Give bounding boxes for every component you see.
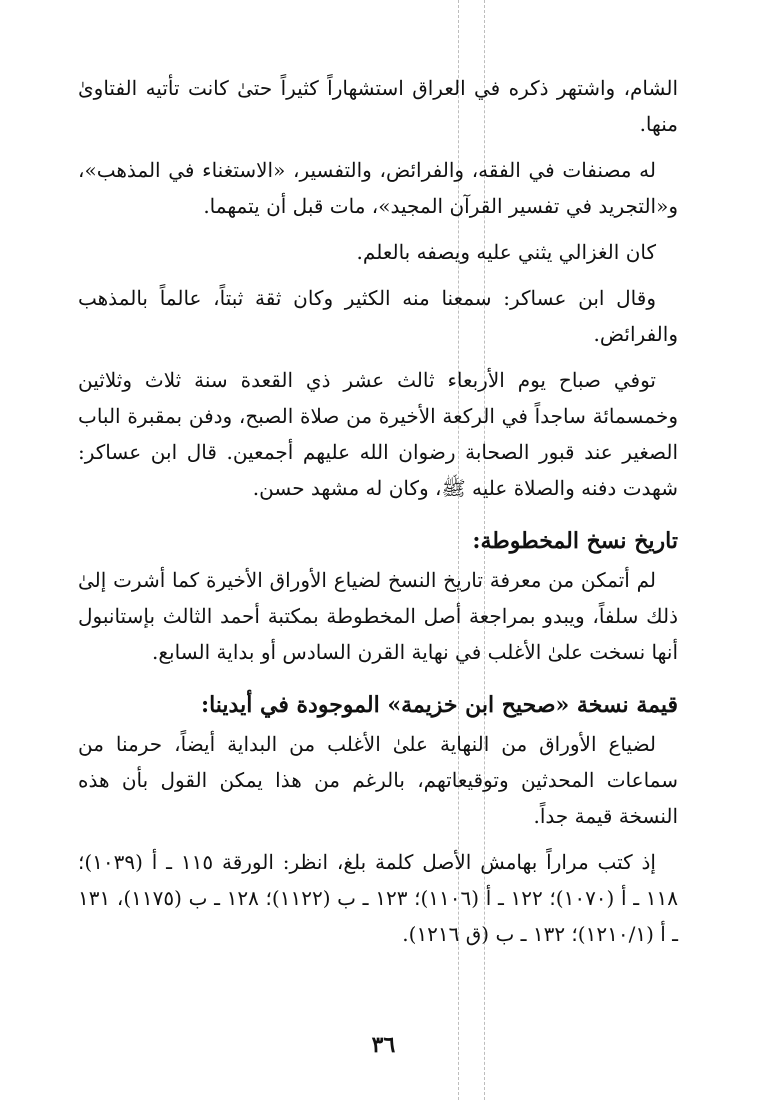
paragraph-ibn-asakir: وقال ابن عساكر: سمعنا منه الكثير وكان ثقة ثبتاً، عالماً بالمذهب والفرائض.	[78, 286, 678, 346]
paragraph-death: توفي صباح يوم الأربعاء ثالث عشر ذي القعدة سنة ثلاث وثلاثين وخمسمائة ساجداً في الركعة الأخيرة من صلاة الصبح، ودفن بمقبرة الباب الصغير عند قبور الصحابة رضوان الله عليهم أجمعين. قال ابن عساكر: شهدت دفنه والصلاة عليه ﷺ، وكان له مشهد حسن.	[78, 368, 678, 500]
paragraph-margin-notes: إذ كتب مراراً بهامش الأصل كلمة بلغ، انظر: الورقة ١١٥ ـ أ (١٠٣٩)؛ ١١٨ ـ أ (١٠٧٠)؛ ١٢٢ ـ أ (١١٠٦)؛ ١٢٣ ـ ب (١١٢٢)؛ ١٢٨ ـ ب (١١٧٥)، ١٣١ ـ أ (١٢١٠/١)؛ ١٣٢ ـ ب (ق ١٢١٦).	[78, 850, 679, 946]
heading-copy-value: قيمة نسخة «صحيح ابن خزيمة» الموجودة في أيدينا:	[200, 692, 678, 718]
heading-copy-date: تاريخ نسخ المخطوطة:	[472, 528, 678, 554]
paragraph-copy-date: لم أتمكن من معرفة تاريخ النسخ لضياع الأوراق الأخيرة كما أشرت إلىٰ ذلك سلفاً، ويبدو بمراجعة أصل المخطوطة بمكتبة أحمد الثالث بإستانبول أنها نسخت علىٰ الأغلب في نهاية القرن السادس أو بداية السابع.	[78, 568, 678, 664]
paragraph-copy-value: لضياع الأوراق من النهاية علىٰ الأغلب من البداية أيضاً، حرمنا من سماعات المحدثين وتوقيعاتهم، بالرغم من هذا يمكن القول بأن هذه النسخة قيمة جداً.	[78, 732, 678, 828]
paragraph-works: له مصنفات في الفقه، والفرائض، والتفسير، «الاستغناء في المذهب»، و«التجريد في تفسير القرآن المجيد»، مات قبل أن يتمهما.	[78, 158, 678, 218]
document-page	[78, 70, 678, 962]
paragraph-continuation: الشام، واشتهر ذكره في العراق استشهاراً كثيراً حتىٰ كانت تأتيه الفتاوىٰ منها.	[78, 76, 678, 136]
page-number: ٣٦	[371, 1032, 396, 1058]
paragraph-ghazali: كان الغزالي يثني عليه ويصفه بالعلم.	[356, 240, 656, 264]
